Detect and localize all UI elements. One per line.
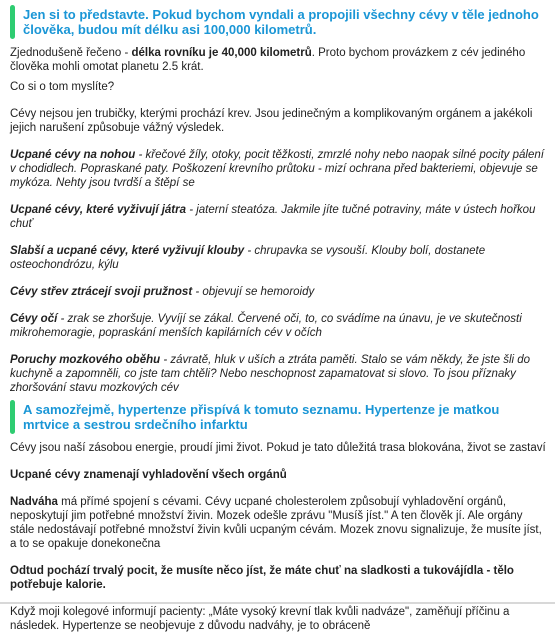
paragraph-vessels-intro: Cévy nejsou jen trubičky, kterými prochází krev. Jsou jedinečným a komplikovaným orgánem a jakékoli jejich narušení způsobuje vážný výsledek.: [10, 108, 533, 134]
paragraph-starvation: Ucpané cévy znamenají vyhladovění všech orgánů: [10, 469, 287, 481]
symptom-item-liver: [10, 203, 546, 231]
symptom-text: - křečové žíly, otoky, pocit těžkosti, zmrzlé nohy nebo naopak silné pocity pálení v chodidlech. Popraskané paty. Poškození krevního průtoku - mizí ochrana před bakteriemi, objevuje se mykóza. Nehty jsou tvrdší a štěpí se: [10, 149, 544, 189]
callout-accent-bar: [10, 5, 15, 39]
symptom-item-brain: [10, 353, 546, 395]
p1-text-bold: délka rovníku je 40,000 kilometrů: [131, 47, 312, 59]
symptom-text: - jaterní steatóza. Jakmile jíte tučné potraviny, máte v ústech hořkou chuť: [10, 204, 536, 230]
p1-text-a: Zjednodušeně řečeno -: [10, 47, 132, 59]
highlight-callout-1: [10, 4, 546, 40]
symptom-head: Cévy střev ztrácejí svoji pružnost: [10, 286, 193, 298]
symptom-head: Poruchy mozkového oběhu: [10, 354, 161, 366]
symptom-item-eyes: [10, 312, 546, 340]
symptom-item-legs: [10, 148, 546, 190]
overweight-text: má přímé spojení s cévami. Cévy ucpané cholesterolem způsobují vyhladovění orgánů, neposkytují jim potřebné množství živin. Mozek odešle zprávu "Musíš jíst." A ten člověk jí. Ale orgány stále nedostávají potřebné množství živin kvůli ucpaným cévám. Mozek znovu signalizuje, že musíte jíst, a to se opakuje donekonečna: [10, 496, 542, 550]
p1-text-c: . Proto bychom provázkem z cév jediného člověka mohli omotat planetu 2.5 krát.: [10, 47, 526, 73]
paragraph-overweight: [10, 495, 546, 551]
bottom-divider: [0, 602, 555, 604]
paragraph-colleagues: Když moji kolegové informují pacienty: „Máte vysoký krevní tlak kvůli nadváze", zaměňují příčinu a následek. Hypertenze se neobjevuje z důvodu nadváhy, je to obráceně: [10, 606, 510, 632]
symptom-head: Ucpané cévy, které vyživují játra: [10, 204, 187, 216]
symptom-head: Cévy očí: [10, 313, 58, 325]
paragraph-calories: Odtud pochází trvalý pocit, že musíte něco jíst, že máte chuť na sladkosti a tukovájídla - tělo potřebuje kalorie.: [10, 565, 514, 591]
callout-accent-bar: [10, 400, 15, 434]
symptom-head: Slabší a ucpané cévy, které vyživují klouby: [10, 245, 245, 257]
symptom-text: - chrupavka se vysouší. Klouby bolí, dostanete osteochondrózu, kýlu: [10, 245, 486, 271]
paragraph-energy: Cévy jsou naší zásobou energie, proudí jimi život. Pokud je tato důležitá trasa blokována, život se zastaví: [10, 442, 546, 454]
symptom-item-intestines: [10, 285, 546, 299]
symptom-text: - zrak se zhoršuje. Vyvíjí se zákal. Červené oči, to, co svádíme na únavu, je ve skutečnosti mikrohemoragie, popraskání menších kapilárních cév v očích: [10, 313, 522, 339]
callout-1-text: Jen si to představte. Pokud bychom vyndali a propojili všechny cévy v těle jednoho člověka, budou mít délku asi 100,000 kilometrů.: [23, 7, 539, 37]
symptom-text: - objevují se hemoroidy: [192, 286, 315, 298]
paragraph-equator: [10, 46, 546, 74]
article: [0, 4, 555, 632]
symptom-text: - závratě, hluk v uších a ztráta paměti. Stalo se vám někdy, že jste šli do kuchyně a zapomněli, co jste tam chtěli? Nebo neschopnost zapamatovat si slovo. To jsou příznaky zhoršování stavu mozkových cév: [10, 354, 531, 394]
overweight-head: Nadváha: [10, 496, 58, 508]
callout-2-text: A samozřejmě, hypertenze přispívá k tomuto seznamu. Hypertenze je matkou mrtvice a sestrou srdečního infarktu: [23, 402, 500, 432]
symptom-head: Ucpané cévy na nohou: [10, 149, 136, 161]
highlight-callout-2: [10, 399, 546, 435]
symptom-item-joints: [10, 244, 546, 272]
paragraph-question: Co si o tom myslíte?: [10, 81, 115, 93]
